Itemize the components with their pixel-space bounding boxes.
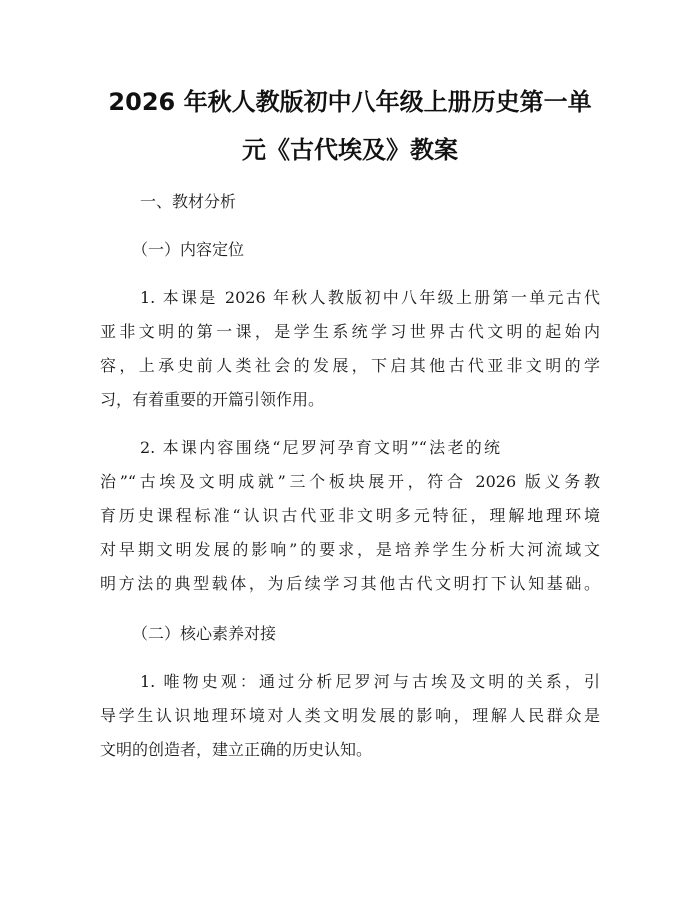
paragraph-2-line-1: 2. 本课内容围绕“尼罗河孕育文明”“法老的统 (140, 438, 500, 457)
paragraph-1-line-4: 习，有着重要的开篇引领作用。 (100, 390, 325, 409)
paragraph-3-line-3: 文明的创造者，建立正确的历史认知。 (100, 740, 373, 759)
paragraph-2-line-4: 对早期文明发展的影响”的要求，是培养学生分析大河流域文 (100, 540, 600, 559)
paragraph-1-line-3: 容，上承史前人类社会的发展，下启其他古代亚非文明的学 (100, 356, 600, 375)
document-title-line-1: 2026 年秋人教版初中八年级上册历史第一单 (108, 88, 592, 116)
section-heading: 一、教材分析 (140, 192, 237, 211)
paragraph-2-line-2: 治”“古埃及文明成就”三个板块展开，符合 2026 版义务教 (100, 472, 600, 491)
paragraph-2-line-5: 明方法的典型载体，为后续学习其他古代文明打下认知基础。 (100, 574, 600, 593)
paragraph-2-line-3: 育历史课程标准“认识古代亚非文明多元特征，理解地理环境 (100, 506, 600, 525)
document-title-line-2: 元《古代埃及》教案 (242, 136, 458, 164)
paragraph-1-line-2: 亚非文明的第一课，是学生系统学习世界古代文明的起始内 (100, 322, 600, 341)
paragraph-3-line-1: 1. 唯物史观：通过分析尼罗河与古埃及文明的关系，引 (140, 672, 600, 691)
subsection-heading: （一）内容定位 (132, 240, 245, 259)
subsection-heading: （二）核心素养对接 (132, 624, 277, 643)
paragraph-1-line-1: 1. 本课是 2026 年秋人教版初中八年级上册第一单元古代 (140, 288, 600, 307)
paragraph-3-line-2: 导学生认识地理环境对人类文明发展的影响，理解人民群众是 (100, 706, 600, 725)
